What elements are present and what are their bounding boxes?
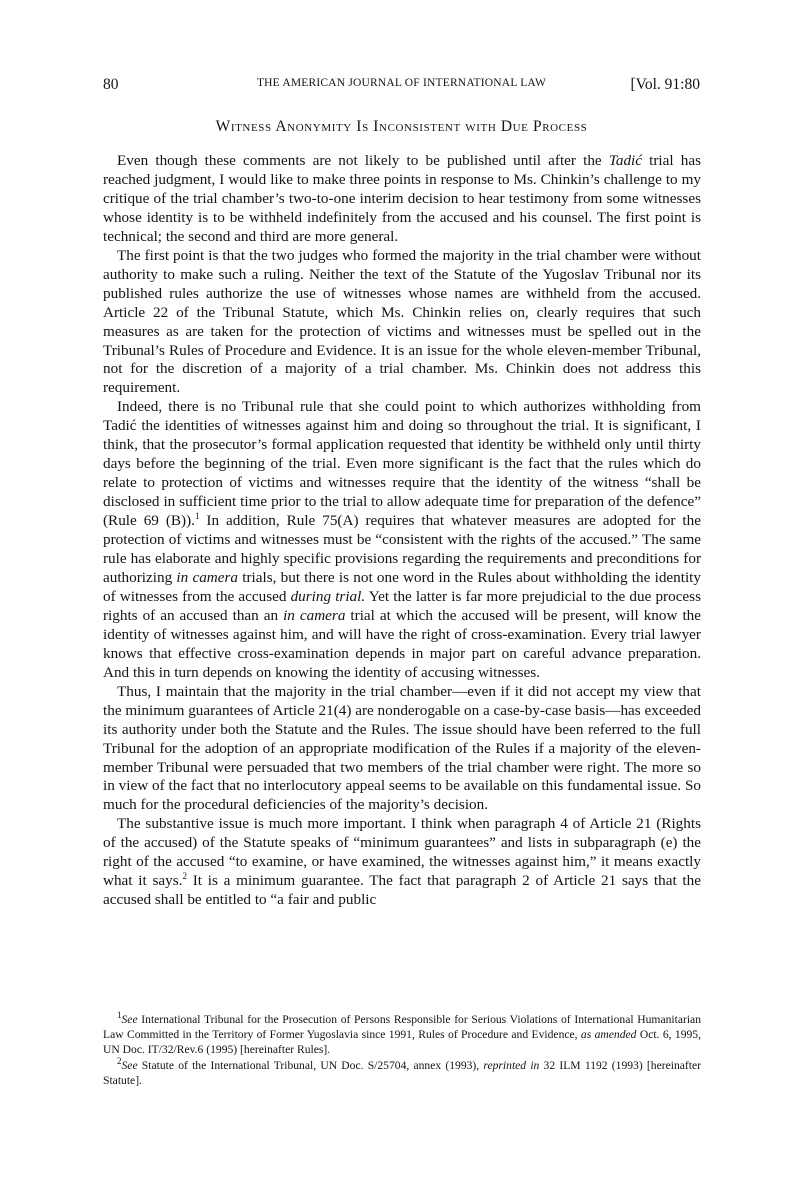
article-title: Witness Anonymity Is Inconsistent with Due Process	[215, 118, 588, 135]
article-body	[103, 152, 701, 910]
footnote-ref-2: 2	[182, 871, 187, 882]
footnote-1: $^1$See International Tribunal for the Prosecution of Persons Responsible for Serious Violations of International Humanitarian Law Committed in the Territory of Former Yugoslavia since 1991, Rules of Procedure and Evidence, as amended Oct. 6, 1995, UN Doc. IT/32/Rev.6 (1995) [hereinafter Rules].	[103, 1010, 701, 1057]
volume-reference: [Vol. 91:80	[630, 76, 700, 93]
paragraph-4: Thus, I maintain that the majority in the trial chamber—even if it did not accept my view that the minimum guarantees of Article 21(4) are nonderogable on a case-by-case basis—has exceeded its authority under both the Statute and the Rules. The issue should have been referred to the full Tribunal for the adoption of an appropriate modification of the Rules if a majority of the eleven-member Tribunal were persuaded that two members of the trial chamber were right. The more so in view of the fact that no interlocutory appeal seems to be available on this fundamental issue. So much for the procedural deficiencies of the majority’s decision.	[103, 682, 701, 814]
paragraph-5: The substantive issue is much more important. I think when paragraph 4 of Article 21 (Rights of the accused) of the Statute speaks of “minimum guarantees” and lists in subparagraph (e) the right of the accused “to examine, or have examined, the witnesses against him,” it means exactly what it says.$^2$ It is a minimum guarantee. The fact that paragraph 2 of Article 21 says that the accused shall be entitled to “a fair and public	[103, 815, 701, 909]
paragraph-2: The first point is that the two judges who formed the majority in the trial chamber were without authority to make such a ruling. Neither the text of the Statute of the Yugoslav Tribunal nor its published rules authorize the use of witnesses whose names are withheld from the accused. Article 22 of the Tribunal Statute, which Ms. Chinkin relies on, clearly requires that such measures as are taken for the protection of victims and witnesses must be spelled out in the Tribunal’s Rules of Procedure and Evidence. It is an issue for the whole eleven-member Tribunal, not for the discretion of a majority of a trial chamber. Ms. Chinkin does not address this requirement.	[103, 246, 701, 397]
paragraph-1: Even though these comments are not likely to be published until after the Tadić trial has reached judgment, I would like to make three points in response to Ms. Chinkin’s challenge to my critique of the trial chamber’s two-to-one interim decision to hear testimony from some witnesses whose identity is to be withheld indefinitely from the accused and his counsel. The first point is technical; the second and third are more general.	[103, 152, 701, 245]
running-header	[103, 76, 700, 98]
paragraph-3: Indeed, there is no Tribunal rule that she could point to which authorizes withholding from Tadić the identities of witnesses against him and doing so throughout the trial. It is significant, I think, that the prosecutor’s formal application requested that identity be withheld only until thirty days before the beginning of the trial. Even more significant is the fact that the rules which do relate to protection of victims and witnesses require that the identity of the witness “shall be disclosed in sufficient time prior to the trial to allow adequate time for preparation of the defence” (Rule 69 (B)).$^1$ In addition, Rule 75(A) requires that whatever measures are adopted for the protection of victims and witnesses must be “consistent with the rights of the accused.” The same rule has elaborate and highly specific provisions regarding the requirements and preconditions for authorizing in camera trials, but there is not one word in the Rules about withholding the identity of witnesses from the accused during trial. Yet the latter is far more prejudicial to the due process rights of an accused than an in camera trial at which the accused will be present, will know the identity of witnesses against him, and will have the right of cross-examination. Every trial lawyer knows that effective cross-examination depends in major part on careful advance preparation. And this in turn depends on knowing the identity of accusing witnesses.	[103, 398, 701, 681]
footnote-2: $^2$See Statute of the International Tribunal, UN Doc. S/25704, annex (1993), reprinted in 32 ILM 1192 (1993) [hereinafter Statute].	[103, 1055, 701, 1087]
journal-title: THE AMERICAN JOURNAL OF INTERNATIONAL LAW	[256, 77, 547, 89]
page-number: 80	[103, 76, 119, 93]
footnotes	[103, 1012, 701, 1088]
footnote-ref-1: 1	[194, 511, 200, 522]
